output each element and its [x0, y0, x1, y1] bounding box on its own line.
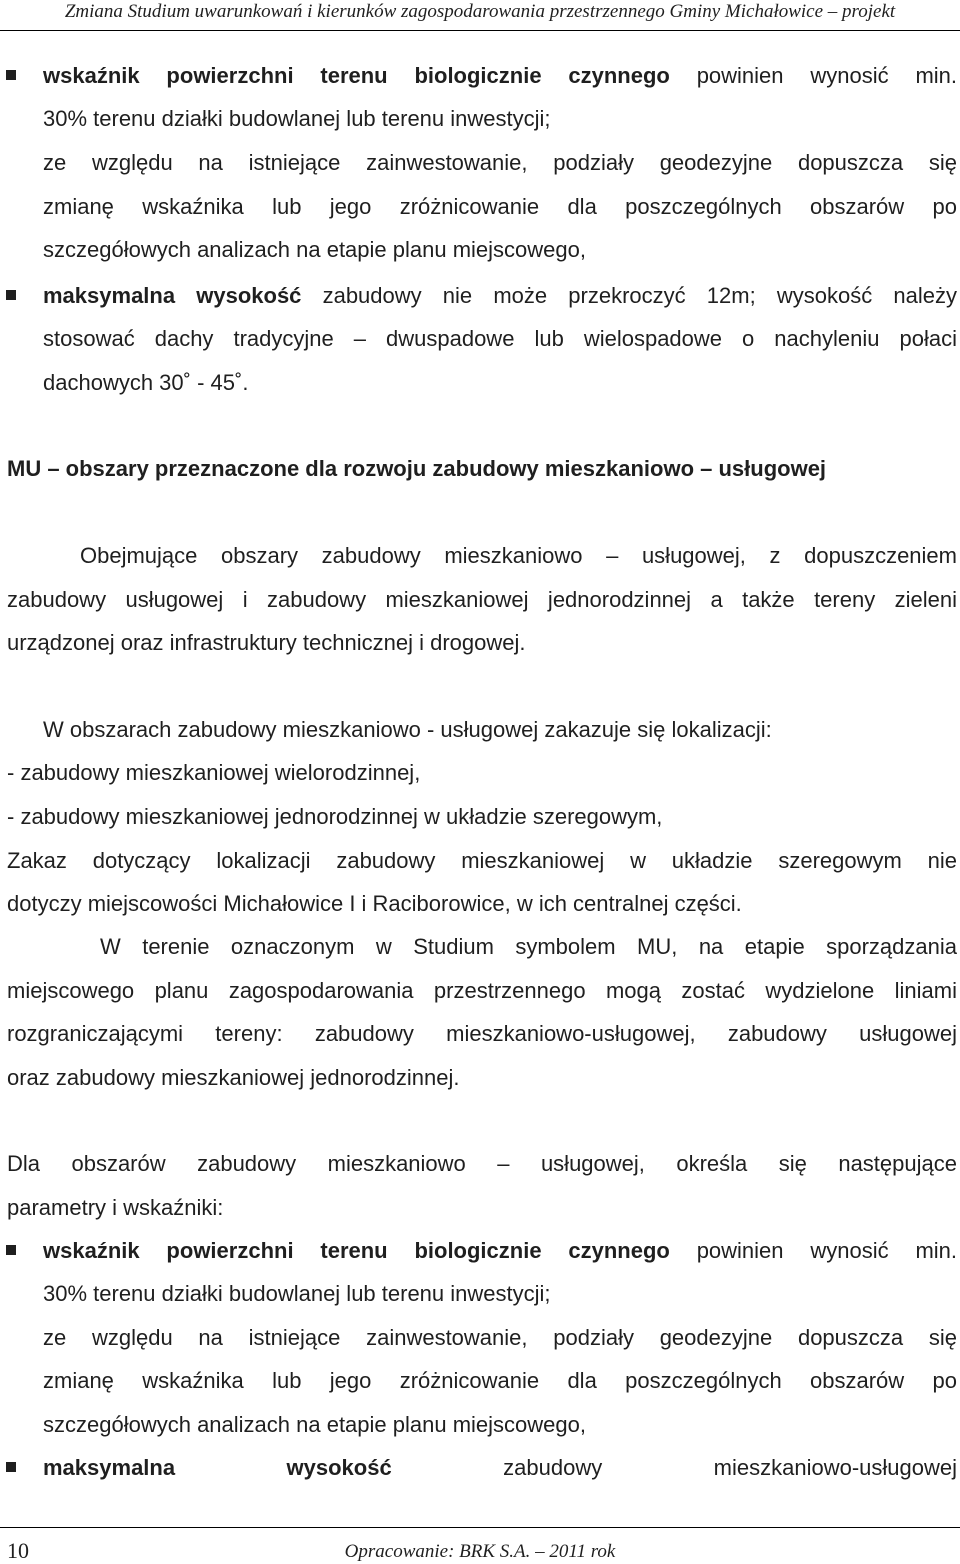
text-line [43, 1238, 957, 1264]
page-number: 10 [7, 1538, 29, 1563]
text-line [43, 283, 957, 309]
text-fragment: zabudowy mieszkaniowo-usługowej [391, 1455, 957, 1480]
bullet-icon [6, 1462, 16, 1472]
text-line: dotyczy miejscowości Michałowice I i Raciborowice, w ich centralnej części. [7, 891, 742, 916]
text-line: zmianę wskaźnika lub jego zróżnicowanie dla poszczególnych obszarów po [43, 194, 957, 219]
text-fragment: zabudowy nie może przekroczyć 12m; wysokość należy [301, 283, 957, 308]
page-header: Zmiana Studium uwarunkowań i kierunków zagospodarowania przestrzennego Gminy Michałowice – projekt [64, 1, 896, 22]
text-line: szczegółowych analizach na etapie planu miejscowego, [43, 1412, 586, 1437]
bullet-icon [6, 70, 16, 80]
footer-credit: Opracowanie: BRK S.A. – 2011 rok [344, 1541, 616, 1562]
text-fragment: powinien wynosić min. [669, 1238, 957, 1263]
text-line: ze względu na istniejące zainwestowanie, podziały geodezyjne dopuszcza się [43, 1325, 957, 1350]
text-line: parametry i wskaźniki: [7, 1195, 224, 1220]
text-line: stosować dachy tradycyjne – dwuspadowe lub wielospadowe o nachyleniu połaci [43, 326, 957, 351]
text-line: Obejmujące obszary zabudowy mieszkaniowo – usługowej, z dopuszczeniem [80, 543, 957, 568]
text-line: Zakaz dotyczący lokalizacji zabudowy mieszkaniowej w układzie szeregowym nie [7, 848, 957, 873]
text-line [43, 1455, 957, 1481]
section-heading: MU – obszary przeznaczone dla rozwoju zabudowy mieszkaniowo – usługowej [7, 456, 827, 481]
text-line: W terenie oznaczonym w Studium symbolem MU, na etapie sporządzania [100, 934, 957, 959]
text-fragment: powinien wynosić min. [669, 63, 957, 88]
text-line [43, 63, 957, 89]
bold-term: wskaźnik powierzchni terenu biologicznie czynnego [43, 63, 670, 88]
bold-term: wskaźnik powierzchni terenu biologicznie czynnego [43, 1238, 670, 1263]
footer-divider [0, 1527, 960, 1528]
text-line: zabudowy usługowej i zabudowy mieszkaniowej jednorodzinnej a także tereny zieleni [7, 587, 957, 612]
text-line: 30% terenu działki budowlanej lub terenu inwestycji; [43, 106, 551, 131]
text-line: miejscowego planu zagospodarowania przestrzennego mogą zostać wydzielone liniami [7, 978, 957, 1003]
bold-term: maksymalna wysokość [43, 283, 302, 308]
text-line: szczegółowych analizach na etapie planu miejscowego, [43, 237, 586, 262]
text-line: W obszarach zabudowy mieszkaniowo - usługowej zakazuje się lokalizacji: [43, 717, 772, 742]
text-line: Dla obszarów zabudowy mieszkaniowo – usługowej, określa się następujące [7, 1151, 957, 1176]
text-line: rozgraniczającymi tereny: zabudowy mieszkaniowo-usługowej, zabudowy usługowej [7, 1021, 957, 1046]
text-line: 30% terenu działki budowlanej lub terenu inwestycji; [43, 1281, 551, 1306]
text-line: ze względu na istniejące zainwestowanie, podziały geodezyjne dopuszcza się [43, 150, 957, 175]
bullet-icon [6, 290, 16, 300]
text-line: dachowych 30˚ - 45˚. [43, 370, 249, 395]
list-item: - zabudowy mieszkaniowej jednorodzinnej w układzie szeregowym, [7, 804, 663, 829]
text-line: zmianę wskaźnika lub jego zróżnicowanie dla poszczególnych obszarów po [43, 1368, 957, 1393]
bold-term: maksymalna wysokość [43, 1455, 392, 1480]
bullet-icon [6, 1245, 16, 1255]
header-divider [0, 30, 960, 31]
text-line: urządzonej oraz infrastruktury technicznej i drogowej. [7, 630, 526, 655]
text-line: oraz zabudowy mieszkaniowej jednorodzinnej. [7, 1065, 460, 1090]
list-item: - zabudowy mieszkaniowej wielorodzinnej, [7, 760, 421, 785]
